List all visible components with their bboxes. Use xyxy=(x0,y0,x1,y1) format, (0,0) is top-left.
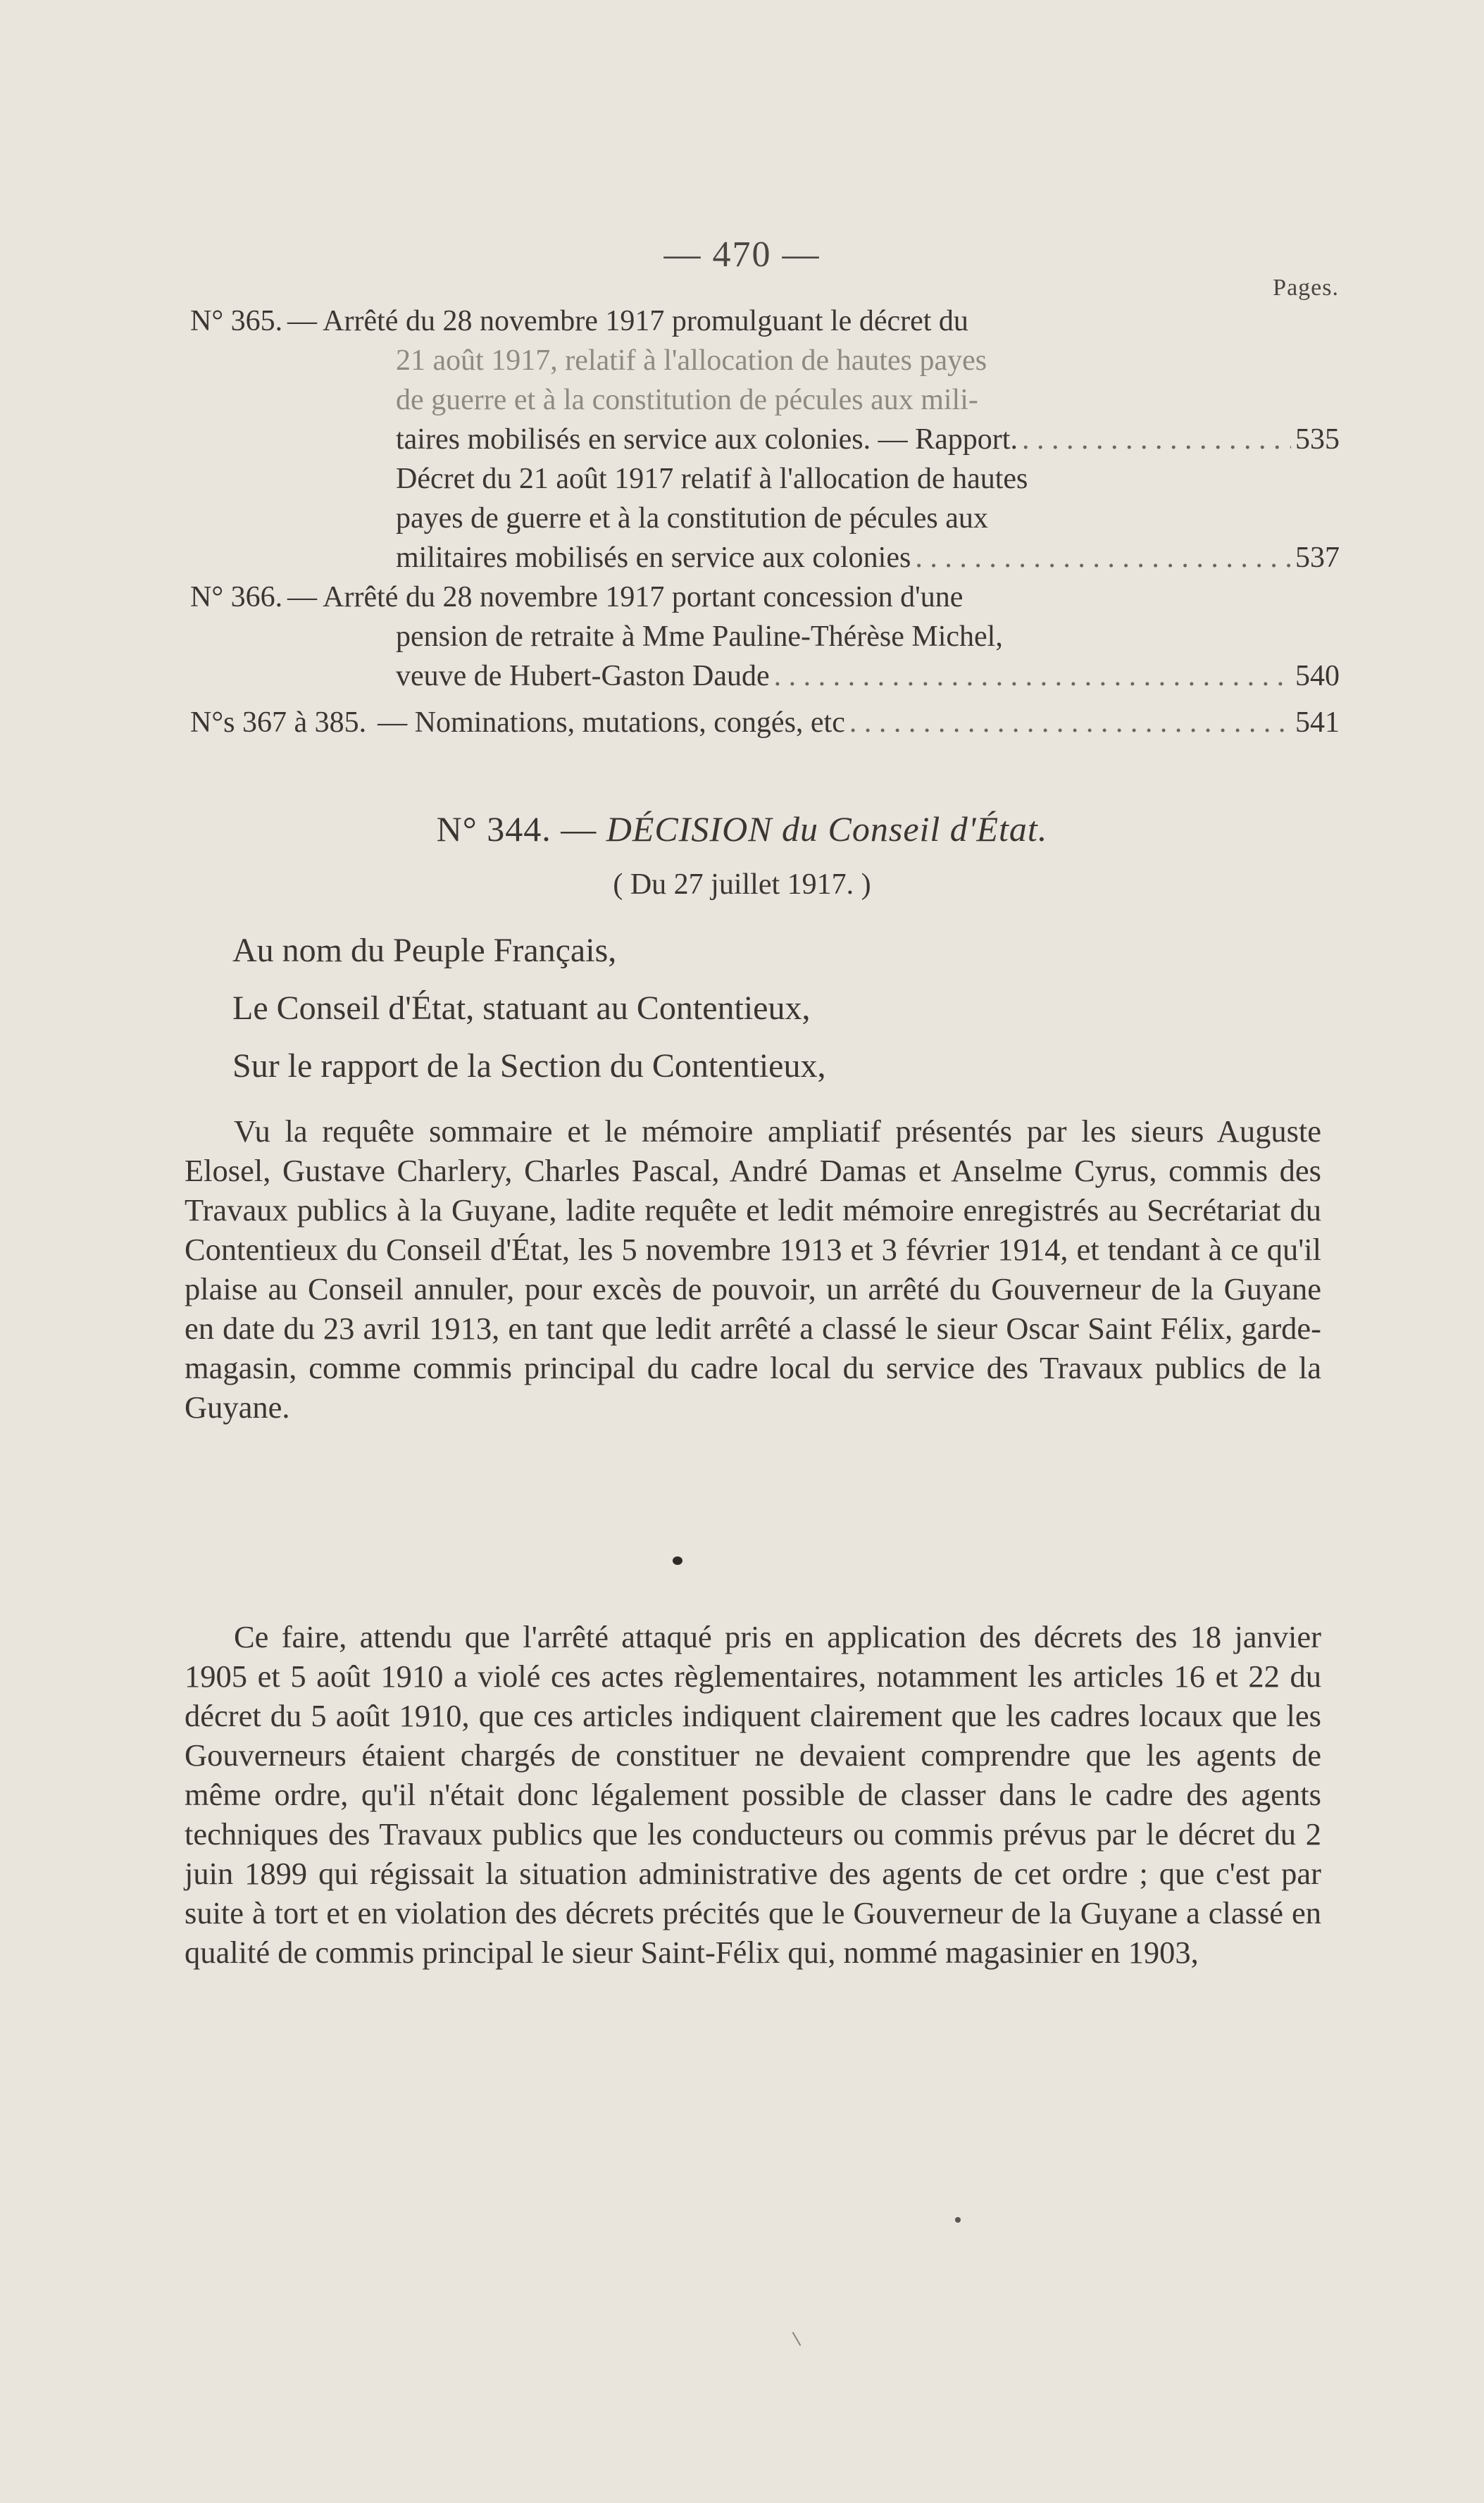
decision-date: ( Du 27 juillet 1917. ) xyxy=(613,868,871,901)
toc-line: N°s 367 à 385. — Nominations, mutations, congés, etc . . . 541 xyxy=(190,703,1340,742)
pages-column-label: Pages. xyxy=(1273,275,1339,301)
toc-line: pension de retraite à Mme Pauline-Thérèse Michel, xyxy=(396,620,1003,653)
ink-mark xyxy=(673,1556,682,1565)
toc-line: veuve de Hubert-Gaston Daude . . . 540 xyxy=(190,656,1340,696)
toc-entry-number: N° 366. xyxy=(190,581,283,613)
toc-page: 540 xyxy=(1295,660,1340,692)
decision-dash: — xyxy=(561,809,597,849)
toc-line: — Arrêté du 28 novembre 1917 promulguant le décret du xyxy=(287,305,968,337)
toc-entry xyxy=(190,703,1340,742)
toc-page: 535 xyxy=(1295,423,1340,456)
toc-line: taires mobilisés en service aux colonies. — Rapport. . . . 535 xyxy=(190,420,1340,459)
toc-line: — Arrêté du 28 novembre 1917 portant concession d'une xyxy=(287,581,964,613)
toc-page: 541 xyxy=(1295,706,1340,739)
decision-number: N° 344. xyxy=(436,809,551,849)
body-paragraph: Vu la requête sommaire et le mémoire ampliatif présentés par les sieurs Auguste Elosel, Gustave Charlery, Charles Pascal, André Damas et Anselme Cyrus, commis des Travaux publics à la Guyane, ladite requête et ledit mémoire enregistrés au Secrétariat du Contentieux du Conseil d'État, les 5 novembre 1913 et 3 février 1914, et tendant à ce qu'il plaise au Conseil annuler, pour excès de pouvoir, un arrêté du Gouverneur de la Guyane en date du 23 avril 1913, en tant que ledit arrêté a classé le sieur Oscar Saint Félix, garde-magasin, comme commis principal du cadre local du service des Travaux publics de la Guyane. xyxy=(185,1113,1321,1425)
toc-entry xyxy=(190,578,1340,696)
page-number: — 470 — xyxy=(663,235,821,275)
formula-line: Sur le rapport de la Section du Contentieux, xyxy=(232,1047,826,1085)
toc-entry-number: N° 365. xyxy=(190,305,283,337)
toc-page: 537 xyxy=(1295,542,1340,574)
toc-entry-number: N°s 367 à 385. xyxy=(190,706,367,739)
toc-line: payes de guerre et à la constitution de pécules aux xyxy=(396,502,988,535)
toc-entry xyxy=(190,459,1340,578)
paper-speck xyxy=(955,2217,961,2223)
toc-line: militaires mobilisés en service aux colonies . . . 537 xyxy=(190,538,1340,578)
toc-line: de guerre et à la constitution de pécules aux mili- xyxy=(396,384,978,416)
toc-line: Décret du 21 août 1917 relatif à l'allocation de hautes xyxy=(396,463,1028,495)
toc-line: 21 août 1917, relatif à l'allocation de hautes payes xyxy=(396,344,987,377)
paper-speck xyxy=(792,2332,802,2346)
formula-line: Le Conseil d'État, statuant au Contentieux, xyxy=(232,990,811,1027)
decision-title: DÉCISION du Conseil d'État. xyxy=(606,809,1048,849)
decision-heading xyxy=(0,809,1484,849)
body-paragraph: Ce faire, attendu que l'arrêté attaqué pris en application des décrets des 18 janvier 1905 et 5 août 1910 a violé ces actes règlementaires, notamment les articles 16 et 22 du décret du 5 août 1910, que ces articles indiquent clairement que les cadres locaux que les Gouverneurs étaient chargés de constituer ne devaient comprendre que les agents de même ordre, qu'il n'était donc légalement possible de classer dans le cadre des agents techniques des Travaux publics que les conducteurs ou commis prévus par le décret du 2 juin 1899 qui régissait la situation administrative des agents de cet ordre ; que c'est par suite à tort et en violation des décrets précités que le Gouverneur de la Guyane a classé en qualité de commis principal le sieur Saint-Félix qui, nommé magasinier en 1903, xyxy=(185,1619,1321,1970)
formula-line: Au nom du Peuple Français, xyxy=(232,932,617,969)
toc-entry xyxy=(190,301,1340,459)
